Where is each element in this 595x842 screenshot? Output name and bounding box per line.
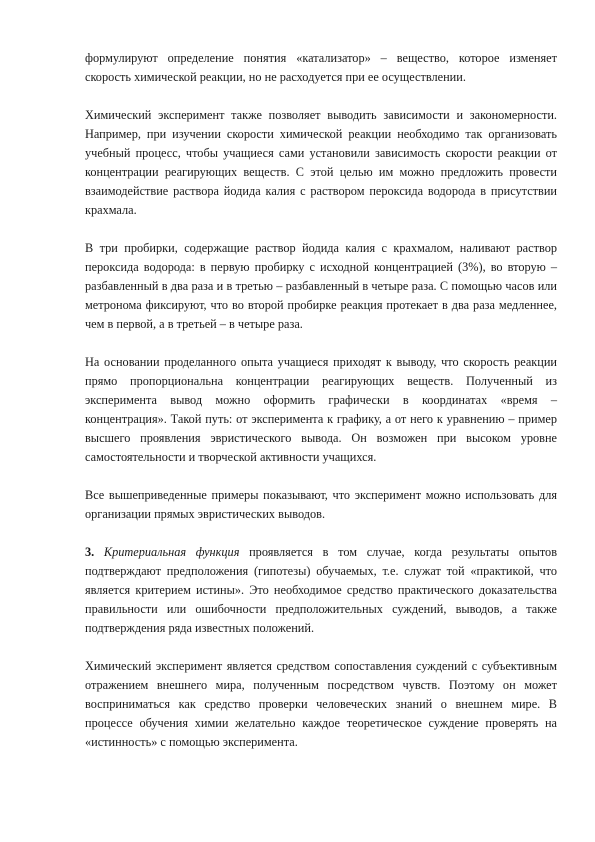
criterial-function-text: проявляется в том случае, когда результаты опытов подтверждают предположения (гипотезы) обучаемых, т.е. служат той «практикой, что является критерием истины». Это необходимое средство практического доказательства правильности или ошибочности предположительных суждений, выводов, а также подтверждения ряда известных положений. <box>85 545 557 635</box>
paragraph-experiment-procedure: В три пробирки, содержащие раствор йодида калия с крахмалом, наливают раствор пероксида водорода: в первую пробирку с исходной концентрацией (3%), во вторую – разбавленный в два раза и в третью – разбавленный в четыре раза. С помощью часов или метронома фиксируют, что во второй пробирке реакция протекает в два раза медленнее, чем в первой, а в третьей – в четыре раза. <box>85 241 557 331</box>
paragraph-conclusion: На основании проделанного опыта учащиеся приходят к выводу, что скорость реакции прямо пропорциональна концентрации реагирующих веществ. Полученный из эксперимента вывод можно оформить графически в координатах «время – концентрация». Такой путь: от эксперимента к графику, а от него к уравнению – пример высшего проявления эвристического вывода. Он возможен при высоком уровне самостоятельности и творческой активности учащихся. <box>85 355 557 464</box>
paragraph-summary: Все вышеприведенные примеры показывают, что эксперимент можно использовать для организации прямых эвристических выводов. <box>85 488 557 521</box>
section-number: 3. <box>85 545 95 559</box>
term-criterial-function: Критериальная функция <box>103 545 240 559</box>
document-page <box>85 49 557 771</box>
paragraph-criterial-function <box>85 543 557 638</box>
paragraph-dependencies: Химический эксперимент также позволяет выводить зависимости и закономерности. Например, при изучении скорости химической реакции необходимо так организовать учебный процесс, чтобы учащиеся сами установили зависимость скорости реакции от концентрации реагирующих веществ. С этой целью им можно предложить провести взаимодействие раствора йодида калия с раствором пероксида водорода в присутствии крахмала. <box>85 108 557 217</box>
paragraph-catalyst-definition: формулируют определение понятия «катализатор» – вещество, которое изменяет скорость химической реакции, но не расходуется при ее осуществлении. <box>85 51 557 84</box>
paragraph-comparison: Химический эксперимент является средством сопоставления суждений с субъективным отражением внешнего мира, полученным посредством чувств. Поэтому он может восприниматься как средство проверки человеческих знаний о внешнем мире. В процессе обучения химии желательно каждое теоретическое суждение проверять на «истинность» с помощью эксперимента. <box>85 659 557 749</box>
